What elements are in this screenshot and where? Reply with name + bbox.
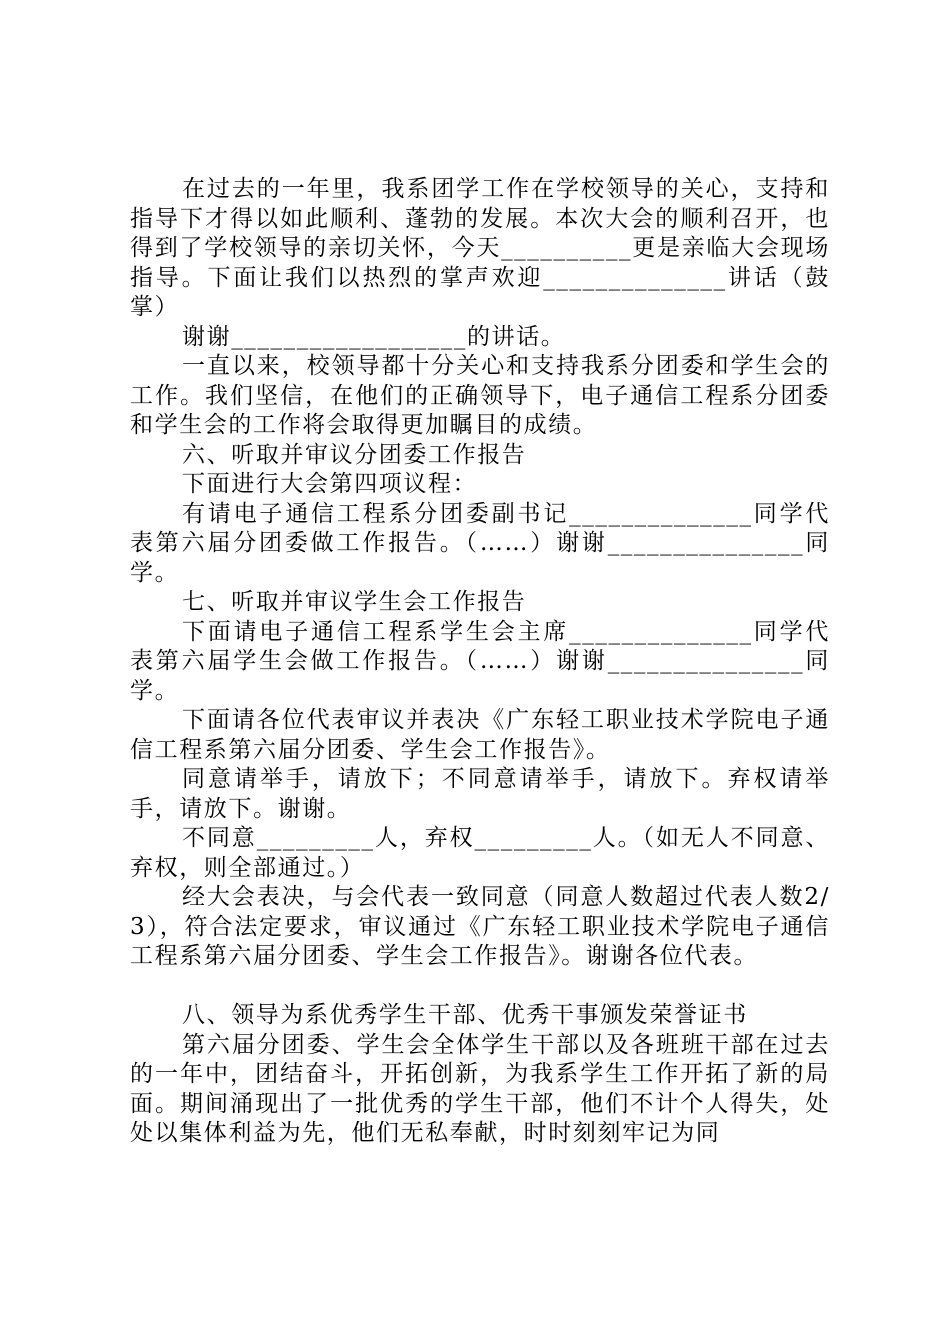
paragraph-league-report: 有请电子通信工程系分团委副书记______________同学代表第六届分团委做工作报告。（……）谢谢_______________同学。 bbox=[130, 500, 830, 586]
section-heading-eight: 八、领导为系优秀学生干部、优秀干事颁发荣誉证书 bbox=[182, 1002, 748, 1028]
paragraph-leadership-support: 一直以来，校领导都十分关心和支持我系分团委和学生会的工作。我们坚信，在他们的正确领导下，电子通信工程系分团委和学生会的工作将会取得更加瞩目的成绩。 bbox=[130, 353, 830, 438]
section-heading-seven: 七、听取并审议学生会工作报告 bbox=[182, 589, 527, 615]
paragraph-agenda-four: 下面进行大会第四项议程： bbox=[182, 471, 478, 497]
section-heading-six: 六、听取并审议分团委工作报告 bbox=[182, 441, 527, 468]
paragraph-thanks-speech: 谢谢__________________的讲话。 bbox=[182, 323, 566, 350]
paragraph-hand-raise: 同意请举手，请放下；不同意请举手，请放下。弃权请举手，请放下。谢谢。 bbox=[130, 766, 830, 822]
paragraph-vote-result: 经大会表决，与会代表一致同意（同意人数超过代表人数2/3），符合法定要求，审议通过《广东轻工职业技术学院电子通信工程系第六届分团委、学生会工作报告》。谢谢各位代表。 bbox=[130, 884, 830, 969]
paragraph-gap bbox=[130, 972, 830, 1002]
paragraph-vote-count: 不同意_________人，弃权_________人。（如无人不同意、弃权，则全部通过。） bbox=[130, 825, 830, 881]
paragraph-outstanding-cadres: 第六届分团委、学生会全体学生干部以及各班班干部在过去的一年中，团结奋斗，开拓创新，为我系学生工作开拓了新的局面。期间涌现出了一批优秀的学生干部，他们不计个人得失，处处以集体利益为先，他们无私奉献，时时刻刻牢记为同 bbox=[130, 1031, 830, 1146]
paragraph-welcome-leaders: 在过去的一年里，我系团学工作在学校领导的关心，支持和指导下才得以如此顺利、蓬勃的发展。本次大会的顺利召开，也得到了学校领导的亲切关怀，今天__________更是亲临大会现场指导。下面让我们以热烈的掌声欢迎______________讲话（鼓掌） bbox=[130, 176, 830, 320]
paragraph-union-report: 下面请电子通信工程系学生会主席______________同学代表第六届学生会做工作报告。（……）谢谢_______________同学。 bbox=[130, 618, 830, 704]
paragraph-review-vote: 下面请各位代表审议并表决《广东轻工职业技术学院电子通信工程系第六届分团委、学生会工作报告》。 bbox=[130, 707, 830, 763]
document-body bbox=[130, 175, 830, 1149]
